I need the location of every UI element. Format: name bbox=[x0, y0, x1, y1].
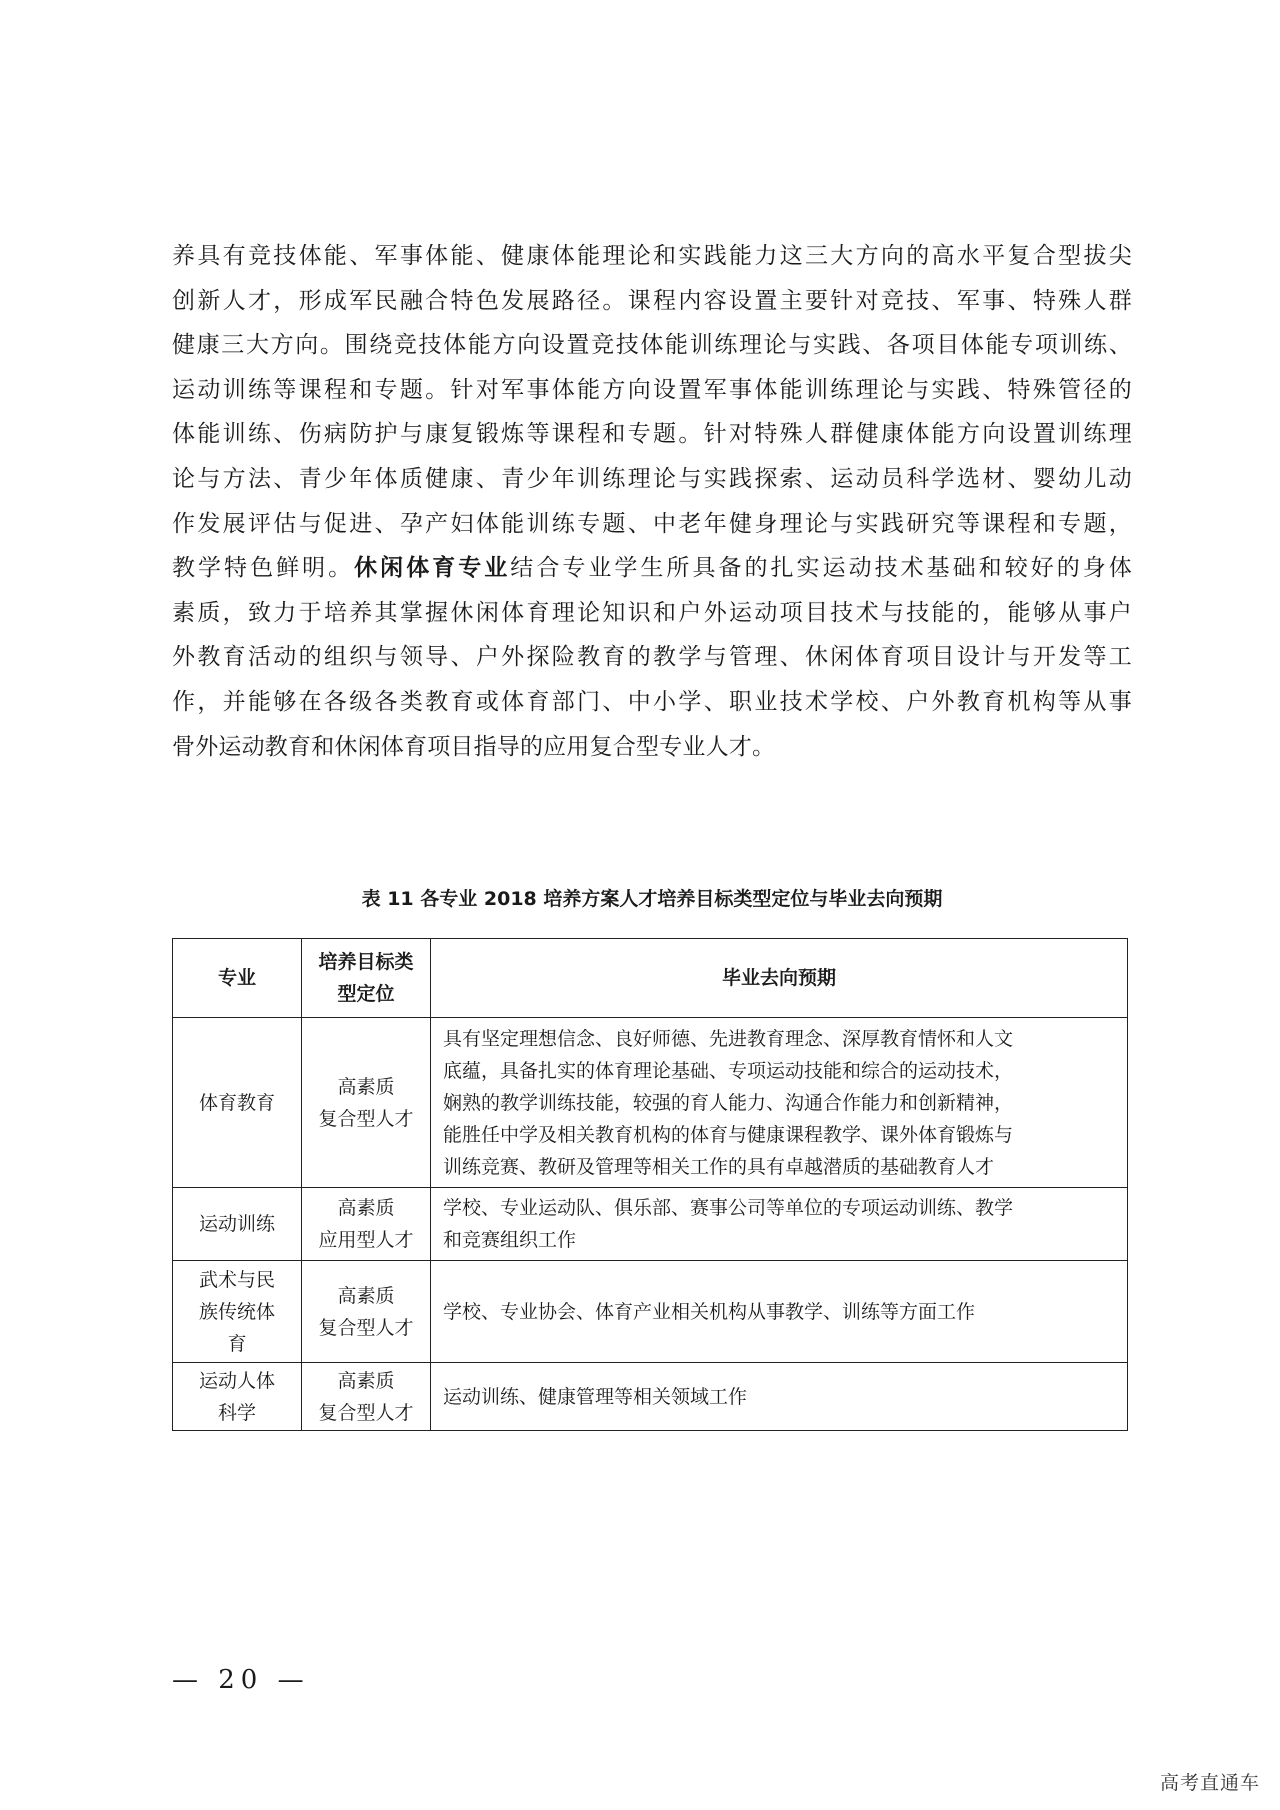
header-goal-type-line: 型定位 bbox=[337, 983, 395, 1005]
cell-goal-type-line: 复合型人才 bbox=[318, 1107, 414, 1130]
body-line-with-emphasis bbox=[172, 546, 1132, 591]
cell-major bbox=[173, 1188, 302, 1261]
training-goals-table bbox=[172, 938, 1128, 1431]
cell-destination bbox=[431, 1018, 1128, 1188]
body-line: 健康三大方向。围绕竞技体能方向设置竞技体能训练理论与实践、各项目体能专项训练、 bbox=[172, 332, 1132, 359]
table-caption: 表 11 各专业 2018 培养方案人才培养目标类型定位与毕业去向预期 bbox=[361, 888, 943, 910]
table-row bbox=[173, 1363, 1128, 1431]
header-goal-type bbox=[302, 939, 431, 1018]
cell-destination bbox=[431, 1261, 1128, 1363]
cell-major-line: 武术与民 bbox=[198, 1268, 275, 1291]
cell-major-line: 育 bbox=[227, 1332, 247, 1355]
body-line: 运动训练等课程和专题。针对军事体能方向设置军事体能训练理论与实践、特殊管径的 bbox=[172, 376, 1132, 403]
header-goal-type-line: 培养目标类 bbox=[318, 951, 414, 973]
cell-destination-line: 具有坚定理想信念、良好师德、先进教育理念、深厚教育情怀和人文 bbox=[443, 1027, 1014, 1050]
cell-major-line: 运动人体 bbox=[198, 1369, 275, 1392]
cell-destination-line: 训练竞赛、教研及管理等相关工作的具有卓越潜质的基础教育人才 bbox=[443, 1155, 995, 1178]
cell-goal-type-line: 高素质 bbox=[337, 1075, 395, 1098]
body-line: 养具有竞技体能、军事体能、健康体能理论和实践能力这三大方向的高水平复合型拔尖 bbox=[172, 243, 1132, 269]
cell-goal-type-line: 高素质 bbox=[337, 1197, 395, 1219]
cell-destination-line: 学校、专业运动队、俱乐部、赛事公司等单位的专项运动训练、教学 bbox=[443, 1197, 1014, 1219]
cell-major bbox=[173, 1363, 302, 1431]
body-text-segment: 结合专业学生所具备的扎实运动技术基础和较好的身体 bbox=[510, 555, 1132, 582]
body-line: 体能训练、伤病防护与康复锻炼等课程和专题。针对特殊人群健康体能方向设置训练理 bbox=[172, 421, 1132, 448]
body-line: 创新人才，形成军民融合特色发展路径。课程内容设置主要针对竞技、军事、特殊人群 bbox=[172, 287, 1132, 314]
cell-major-line: 运动训练 bbox=[198, 1213, 275, 1235]
cell-goal-type-line: 复合型人才 bbox=[318, 1316, 414, 1339]
cell-destination-line: 娴熟的教学训练技能，较强的育人能力、沟通合作能力和创新精神， bbox=[443, 1091, 1014, 1114]
cell-major bbox=[173, 1261, 302, 1363]
cell-major bbox=[173, 1018, 302, 1188]
cell-destination-line: 能胜任中学及相关教育机构的体育与健康课程教学、课外体育锻炼与 bbox=[443, 1123, 1014, 1146]
table-row bbox=[173, 1018, 1128, 1188]
cell-goal-type-line: 高素质 bbox=[337, 1369, 395, 1392]
cell-major-line: 科学 bbox=[217, 1401, 256, 1424]
cell-major-line: 体育教育 bbox=[198, 1091, 275, 1114]
cell-destination bbox=[431, 1363, 1128, 1431]
header-major: 专业 bbox=[173, 939, 302, 1018]
body-line: 外教育活动的组织与领导、户外探险教育的教学与管理、休闲体育项目设计与开发等工 bbox=[172, 644, 1132, 671]
cell-goal-type bbox=[302, 1261, 431, 1363]
body-line: 作发展评估与促进、孕产妇体能训练专题、中老年健身理论与实践研究等课程和专题， bbox=[172, 510, 1132, 537]
header-destination: 毕业去向预期 bbox=[431, 939, 1128, 1018]
table-row bbox=[173, 1188, 1128, 1261]
cell-major-line: 族传统体 bbox=[198, 1300, 275, 1323]
cell-goal-type-line: 复合型人才 bbox=[318, 1401, 414, 1424]
cell-destination bbox=[431, 1188, 1128, 1261]
body-line: 作，并能够在各级各类教育或体育部门、中小学、职业技术学校、户外教育机构等从事 bbox=[172, 688, 1132, 715]
cell-goal-type bbox=[302, 1018, 431, 1188]
cell-goal-type-line: 应用型人才 bbox=[318, 1229, 414, 1251]
cell-goal-type-line: 高素质 bbox=[337, 1284, 395, 1307]
body-line: 素质，致力于培养其掌握休闲体育理论知识和户外运动项目技术与技能的，能够从事户 bbox=[172, 599, 1132, 626]
cell-destination-line: 学校、专业协会、体育产业相关机构从事教学、训练等方面工作 bbox=[443, 1300, 976, 1323]
cell-destination-line: 和竞赛组织工作 bbox=[443, 1229, 577, 1251]
cell-destination-line: 运动训练、健康管理等相关领域工作 bbox=[443, 1385, 748, 1408]
body-line: 骨外运动教育和休闲体育项目指导的应用复合型专业人才。 bbox=[172, 733, 776, 760]
cell-destination-line: 底蕴，具备扎实的体育理论基础、专项运动技能和综合的运动技术， bbox=[443, 1059, 1014, 1082]
page-number: — 20 — bbox=[172, 1665, 310, 1695]
cell-goal-type bbox=[302, 1363, 431, 1431]
cell-goal-type bbox=[302, 1188, 431, 1261]
watermark: 高考直通车 bbox=[1159, 1772, 1260, 1794]
body-text-segment: 教学特色鲜明。 bbox=[172, 555, 355, 582]
major-name-emphasis: 休闲体育专业 bbox=[354, 555, 511, 582]
body-paragraph bbox=[172, 234, 1132, 769]
table-header-row bbox=[173, 939, 1128, 1018]
table-row bbox=[173, 1261, 1128, 1363]
body-line: 论与方法、青少年体质健康、青少年训练理论与实践探索、运动员科学选材、婴幼儿动 bbox=[172, 465, 1132, 492]
